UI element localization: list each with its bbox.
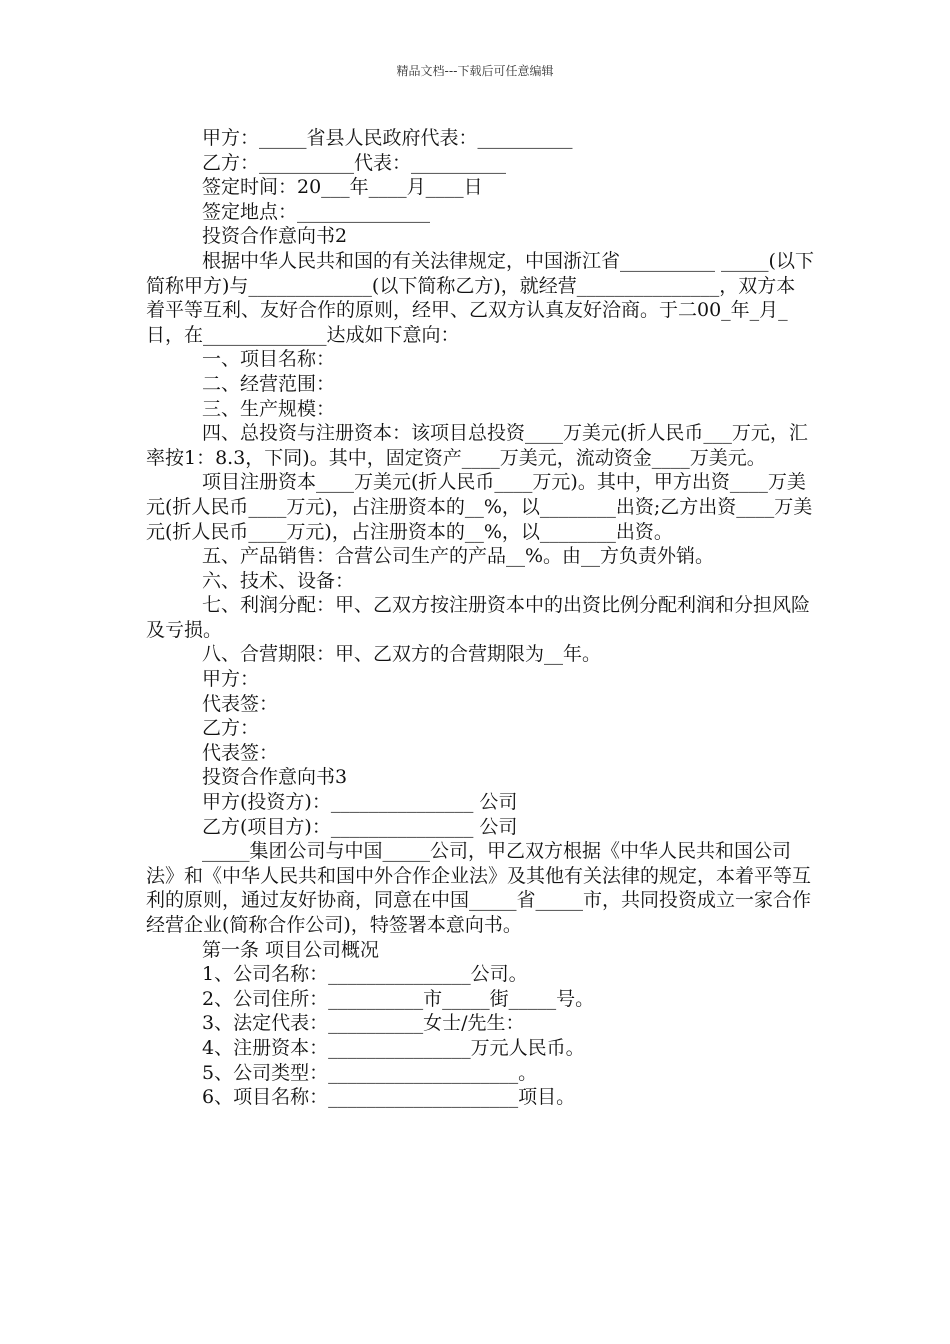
project-party-line: 乙方(项目方)：_______________ 公司 xyxy=(202,815,518,838)
section-title-2: 投资合作意向书2 xyxy=(202,225,348,248)
legal-rep-line: 3、法定代表：__________女士/先生： xyxy=(202,1012,525,1035)
article-one-title: 第一条 项目公司概况 xyxy=(202,938,380,961)
item-profit-distribution: 七、利润分配：甲、乙双方按注册资本中的出资比例分配利润和分担风险及亏损。 xyxy=(146,594,811,641)
signature-rep-a: 代表签： xyxy=(202,692,279,715)
signature-party-b: 乙方： xyxy=(202,717,260,740)
signing-place-line: 签定地点：______________ xyxy=(202,200,431,223)
item-joint-term: 八、合营期限：甲、乙双方的合营期限为__年。 xyxy=(202,643,602,666)
item-total-investment: 四、总投资与注册资本：该项目总投资____万美元(折人民币___万元，汇率按1：8.3，下同)。其中，固定资产____万美元，流动资金____万美元。 xyxy=(146,422,808,469)
page-header: 精品文档---下载后可任意编辑 xyxy=(396,64,554,78)
document-body xyxy=(146,126,814,1110)
intro-paragraph: 根据中华人民共和国的有关法律规定，中国浙江省__________ _____(以下简称甲方)与_____________(以下简称乙方)，就经营_______________，双方本着平等互利、友好合作的原则，经甲、乙双方认真友好洽商。于二00_年_月_日，在_____________达成如下意向： xyxy=(146,249,814,346)
company-name-line: 1、公司名称：_______________公司。 xyxy=(202,963,528,986)
item-production-scale: 三、生产规模： xyxy=(202,397,336,420)
party-a-line: 甲方：_____省县人民政府代表：__________ xyxy=(202,127,573,149)
company-type-line: 5、公司类型：____________________。 xyxy=(202,1061,538,1084)
item-business-scope: 二、经营范围： xyxy=(202,372,336,395)
project-name-line: 6、项目名称：____________________项目。 xyxy=(202,1086,576,1109)
signing-date-line: 签定时间：20___年____月____日 xyxy=(202,176,483,199)
agreement-paragraph: _____集团公司与中国_____公司，甲乙双方根据《中华人民共和国公司法》和《中华人民共和国中外合作企业法》及其他有关法律的规定，本着平等互利的原则，通过友好协商，同意在中国_____省_____市，共同投资成立一家合作经营企业(简称合作公司)，特签署本意向书。 xyxy=(146,840,812,936)
signature-rep-b: 代表签： xyxy=(202,741,279,764)
signature-party-a: 甲方： xyxy=(202,668,260,691)
item-registered-capital: 项目注册资本____万美元(折人民币____万元)。其中，甲方出资____万美元(折人民币____万元)，占注册资本的__%，以________出资;乙方出资____万美元(折人民币____万元)，占注册资本的__%，以________出资。 xyxy=(146,471,813,543)
item-product-sales: 五、产品销售：合营公司生产的产品__%。由__方负责外销。 xyxy=(202,545,715,568)
company-address-line: 2、公司住所：__________市_____街_____号。 xyxy=(202,987,595,1010)
item-technology: 六、技术、设备： xyxy=(202,569,355,592)
item-project-name: 一、项目名称： xyxy=(202,348,336,371)
investor-line: 甲方(投资方)：_______________ 公司 xyxy=(202,791,518,814)
section-title-3: 投资合作意向书3 xyxy=(202,766,348,789)
party-b-line: 乙方：__________代表：__________ xyxy=(202,151,507,174)
registered-capital-line: 4、注册资本：_______________万元人民币。 xyxy=(202,1036,585,1059)
